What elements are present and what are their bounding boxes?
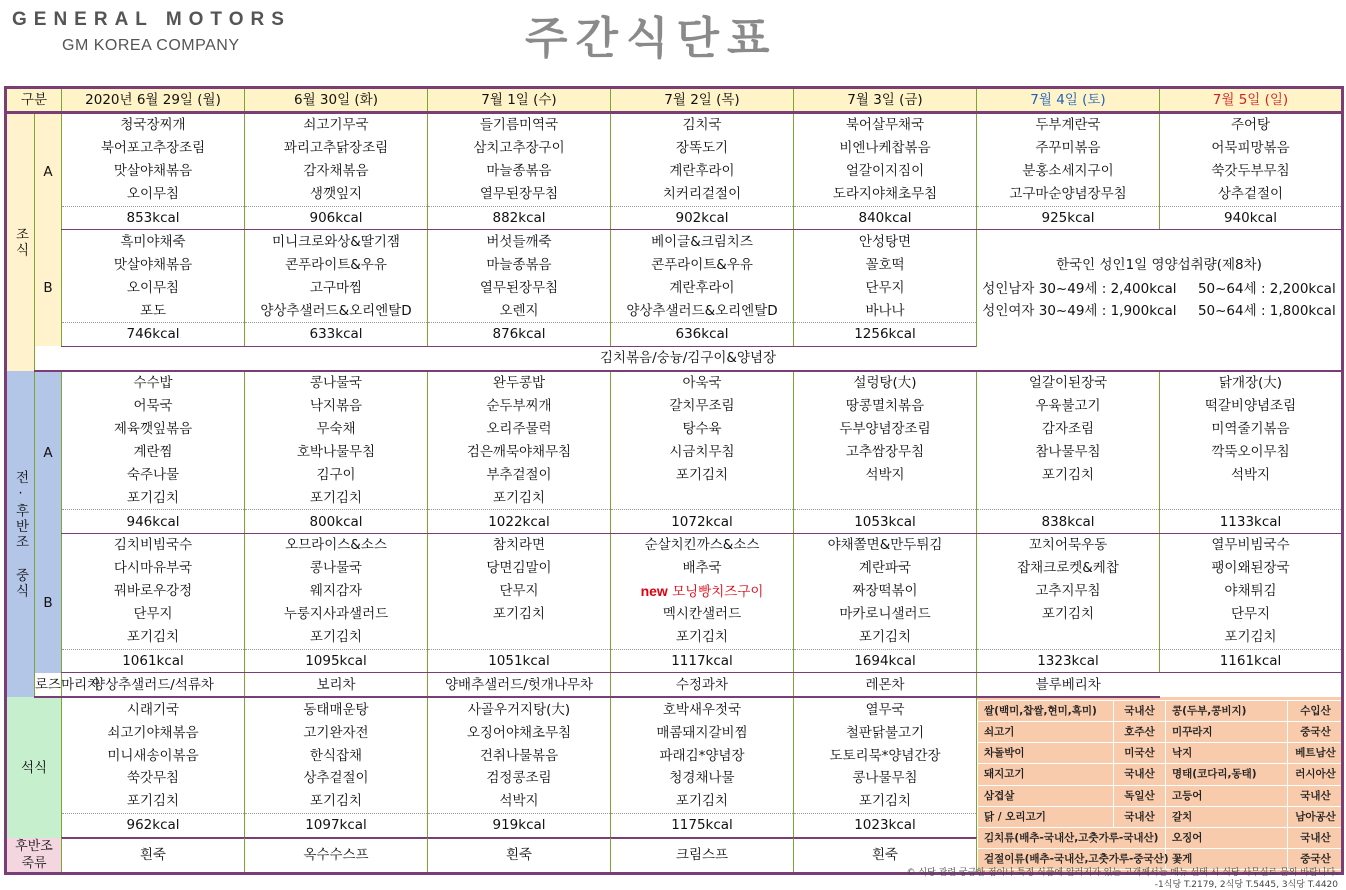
menu-cell: 포기김치 xyxy=(1160,626,1343,649)
menu-cell: 쇠고기야채볶음 xyxy=(62,721,245,744)
menu-cell: 누룽지사과샐러드 xyxy=(245,603,428,626)
menu-cell: 들기름미역국 xyxy=(428,113,611,137)
porridge-cell: 흰죽 xyxy=(428,838,611,874)
origin-country: 국내산 xyxy=(1114,806,1166,827)
menu-cell: 참치라면 xyxy=(428,534,611,557)
kcal-cell: 853kcal xyxy=(62,206,245,230)
kcal-cell: 1133kcal xyxy=(1160,510,1343,534)
menu-cell: 아욱국 xyxy=(611,371,794,395)
menu-cell: 감자채볶음 xyxy=(245,160,428,183)
menu-cell: 건취나물볶음 xyxy=(428,744,611,767)
menu-cell: 주꾸미볶음 xyxy=(977,137,1160,160)
special-menu-name: 모닝빵치즈구이 xyxy=(667,583,764,600)
menu-cell: 김치비빔국수 xyxy=(62,534,245,557)
menu-cell: 오리주물럭 xyxy=(428,418,611,441)
kcal-cell: 919kcal xyxy=(428,813,611,837)
menu-cell: 도토리묵*양념간장 xyxy=(794,744,977,767)
kcal-cell: 940kcal xyxy=(1160,206,1343,230)
menu-cell: 숙주나물 xyxy=(62,463,245,486)
menu-cell: 장똑도기 xyxy=(611,137,794,160)
menu-cell: 콩나물무침 xyxy=(794,767,977,790)
menu-cell: 안성탕면 xyxy=(794,230,977,253)
menu-cell: 설렁탕(大) xyxy=(794,371,977,395)
menu-cell: 매콤돼지갈비찜 xyxy=(611,721,794,744)
origin-country: 국내산 xyxy=(1288,827,1344,848)
menu-cell: 마카로니샐러드 xyxy=(794,603,977,626)
menu-cell: 미니새송이볶음 xyxy=(62,744,245,767)
kcal-cell: 636kcal xyxy=(611,323,794,347)
menu-cell: 북어포고추장조림 xyxy=(62,137,245,160)
menu-cell: 동태매운탕 xyxy=(245,697,428,721)
page-title: 주간식단표 xyxy=(525,13,778,64)
header-date: 7월 3일 (금) xyxy=(794,88,977,113)
menu-cell: 오렌지 xyxy=(428,299,611,322)
tea-cell: 보리차 xyxy=(245,673,428,697)
tea-cell: 수정과차 xyxy=(611,673,794,697)
kcal-cell: 840kcal xyxy=(794,206,977,230)
origin-country: 독일산 xyxy=(1114,785,1166,806)
menu-cell: 떡갈비양념조림 xyxy=(1160,395,1343,418)
menu-cell xyxy=(794,486,977,509)
menu-cell: 배추국 xyxy=(611,557,794,580)
menu-cell: 포기김치 xyxy=(245,486,428,509)
kcal-cell: 876kcal xyxy=(428,323,611,347)
menu-cell: 우육불고기 xyxy=(977,395,1160,418)
nutrition-title: 한국인 성인1일 영양섭취량(제8차) xyxy=(1056,257,1262,274)
menu-cell: 생깻잎지 xyxy=(245,183,428,206)
menu-cell: 포기김치 xyxy=(794,790,977,813)
menu-cell: 고추쌈장무침 xyxy=(794,440,977,463)
kcal-cell: 1023kcal xyxy=(794,813,977,837)
menu-cell: 포기김치 xyxy=(428,486,611,509)
kcal-cell: 1097kcal xyxy=(245,813,428,837)
tea-cell: 레몬차 xyxy=(794,673,977,697)
menu-cell: 단무지 xyxy=(62,603,245,626)
menu-cell: 사골우거지탕(大) xyxy=(428,697,611,721)
menu-cell: 열무된장무침 xyxy=(428,183,611,206)
menu-cell: 두부계란국 xyxy=(977,113,1160,137)
origin-item: 미꾸라지 xyxy=(1166,721,1288,742)
menu-cell: 순살치킨까스&소스 xyxy=(611,534,794,557)
menu-cell: 포기김치 xyxy=(62,790,245,813)
header-category: 구분 xyxy=(6,88,62,113)
menu-cell: 계란후라이 xyxy=(611,160,794,183)
menu-cell: 팽이왜된장국 xyxy=(1160,557,1343,580)
menu-cell: 양상추샐러드&오리엔탈D xyxy=(611,299,794,322)
header-date: 7월 2일 (목) xyxy=(611,88,794,113)
menu-cell: 김구이 xyxy=(245,463,428,486)
menu-cell: 파래김*양념장 xyxy=(611,744,794,767)
brand-subtitle: GM KOREA COMPANY xyxy=(62,37,240,54)
kcal-cell: 1053kcal xyxy=(794,510,977,534)
menu-cell: 석박지 xyxy=(1160,463,1343,486)
menu-cell: 어묵국 xyxy=(62,395,245,418)
menu-cell: 당면김말이 xyxy=(428,557,611,580)
menu-cell: 멕시칸샐러드 xyxy=(611,603,794,626)
menu-cell: 포기김치 xyxy=(62,486,245,509)
menu-cell xyxy=(428,626,611,649)
origin-country: 호주산 xyxy=(1114,721,1166,742)
kcal-cell: 1175kcal xyxy=(611,813,794,837)
origin-item: 갈치 xyxy=(1166,806,1288,827)
menu-cell: 쑥갓무침 xyxy=(62,767,245,790)
origin-item: 겉절이류(배추-국내산,고춧가루-중국산) xyxy=(978,849,1166,870)
menu-cell: 얼갈이지짐이 xyxy=(794,160,977,183)
header-date: 7월 5일 (일) xyxy=(1160,88,1343,113)
breakfast-common: 김치볶음/숭늉/김구이&양념장 xyxy=(35,346,1343,370)
porridge-cell: 흰죽 xyxy=(794,838,977,874)
menu-cell: 콘푸라이트&우유 xyxy=(245,253,428,276)
section-breakfast: 조식 xyxy=(6,113,35,371)
menu-cell: 미역줄기볶음 xyxy=(1160,418,1343,441)
menu-cell xyxy=(611,486,794,509)
tea-cell: 블루베리차 xyxy=(977,673,1160,697)
header-date: 7월 1일 (수) xyxy=(428,88,611,113)
menu-cell: 제육깻잎볶음 xyxy=(62,418,245,441)
menu-cell: 단무지 xyxy=(1160,603,1343,626)
menu-cell xyxy=(1160,486,1343,509)
origin-item: 돼지고기 xyxy=(978,764,1114,785)
menu-cell: 맛살야채볶음 xyxy=(62,253,245,276)
menu-cell: 짜장떡볶이 xyxy=(794,580,977,603)
course-label: A xyxy=(35,113,62,230)
origin-item: 명태(코다리,동태) xyxy=(1166,764,1288,785)
menu-cell: 열무된장무침 xyxy=(428,276,611,299)
menu-cell: 쇠고기무국 xyxy=(245,113,428,137)
menu-cell: 바나나 xyxy=(794,299,977,322)
header-date: 7월 4일 (토) xyxy=(977,88,1160,113)
menu-cell: 무숙채 xyxy=(245,418,428,441)
tea-cell: 양상추샐러드/석류차 xyxy=(62,673,245,697)
kcal-cell: 838kcal xyxy=(977,510,1160,534)
menu-cell: 삼치고추장구이 xyxy=(428,137,611,160)
kcal-cell: 925kcal xyxy=(977,206,1160,230)
menu-cell: 낙지볶음 xyxy=(245,395,428,418)
menu-cell: 상추겉절이 xyxy=(245,767,428,790)
menu-cell: 맛살야채볶음 xyxy=(62,160,245,183)
menu-cell: 버섯들깨죽 xyxy=(428,230,611,253)
menu-cell: 계란찜 xyxy=(62,440,245,463)
menu-cell: 철판닭불고기 xyxy=(794,721,977,744)
menu-cell: 포기김치 xyxy=(428,603,611,626)
kcal-cell: 633kcal xyxy=(245,323,428,347)
kcal-cell: 1072kcal xyxy=(611,510,794,534)
origin-item: 오징어 xyxy=(1166,827,1288,848)
kcal-cell: 746kcal xyxy=(62,323,245,347)
menu-cell: 단무지 xyxy=(428,580,611,603)
special-menu-cell xyxy=(611,580,794,603)
menu-cell: 야채튀김 xyxy=(1160,580,1343,603)
kcal-cell: 1051kcal xyxy=(428,649,611,673)
menu-cell: 콩나물국 xyxy=(245,371,428,395)
origin-country: 러시아산 xyxy=(1288,764,1344,785)
menu-cell: 탕수육 xyxy=(611,418,794,441)
menu-cell: 분홍소세지구이 xyxy=(977,160,1160,183)
menu-cell: 완두콩밥 xyxy=(428,371,611,395)
origin-item: 콩(두부,콩비지) xyxy=(1166,700,1288,721)
menu-cell: 청경채나물 xyxy=(611,767,794,790)
origin-country: 수입산 xyxy=(1288,700,1344,721)
menu-cell: 꼴호떡 xyxy=(794,253,977,276)
kcal-cell: 1061kcal xyxy=(62,649,245,673)
tea-cell: 양배추샐러드/헛개나무차 xyxy=(428,673,611,697)
menu-cell: 고구마순양념장무침 xyxy=(977,183,1160,206)
menu-cell: 호박새우젓국 xyxy=(611,697,794,721)
section-dinner: 석식 xyxy=(6,697,62,837)
menu-cell: 흑미야채죽 xyxy=(62,230,245,253)
menu-cell: 꼬치어묵우동 xyxy=(977,534,1160,557)
new-badge: new xyxy=(640,582,668,599)
menu-cell: 치커리겉절이 xyxy=(611,183,794,206)
kcal-cell: 1022kcal xyxy=(428,510,611,534)
weekly-menu-table xyxy=(4,86,1344,875)
nutrition-female: 성인여자 30~49세 : 1,900kcal 50~64세 : 1,800kcal xyxy=(982,303,1336,320)
kcal-cell: 962kcal xyxy=(62,813,245,837)
origin-item: 닭 / 오리고기 xyxy=(978,806,1114,827)
origin-country: 미국산 xyxy=(1114,743,1166,764)
menu-cell: 비엔나케찹볶음 xyxy=(794,137,977,160)
menu-cell: 참나물무침 xyxy=(977,440,1160,463)
origin-country: 중국산 xyxy=(1288,721,1344,742)
menu-cell: 두부양념장조림 xyxy=(794,418,977,441)
porridge-cell: 흰죽 xyxy=(62,838,245,874)
menu-cell: 마늘종볶음 xyxy=(428,253,611,276)
origin-item: 삼겹살 xyxy=(978,785,1114,806)
kcal-cell: 1117kcal xyxy=(611,649,794,673)
menu-cell: 검은깨묵야채무침 xyxy=(428,440,611,463)
header-date: 2020년 6월 29일 (월) xyxy=(62,88,245,113)
kcal-cell: 902kcal xyxy=(611,206,794,230)
origin-country: 남아공산 xyxy=(1288,806,1344,827)
menu-cell: 야채쫄면&만두튀김 xyxy=(794,534,977,557)
origin-item: 꽃게 xyxy=(1166,849,1288,870)
menu-cell: 주어탕 xyxy=(1160,113,1343,137)
menu-cell: 시금치무침 xyxy=(611,440,794,463)
kcal-cell: 906kcal xyxy=(245,206,428,230)
brand-name: GENERAL MOTORS xyxy=(12,9,291,30)
menu-cell: 검정콩조림 xyxy=(428,767,611,790)
kcal-cell: 882kcal xyxy=(428,206,611,230)
menu-cell: 상추겉절이 xyxy=(1160,183,1343,206)
tea-cell: 로즈마리차 xyxy=(35,673,62,697)
kcal-cell: 1095kcal xyxy=(245,649,428,673)
menu-cell: 석박지 xyxy=(794,463,977,486)
menu-cell: 순두부찌개 xyxy=(428,395,611,418)
kcal-cell: 1323kcal xyxy=(977,649,1160,673)
menu-cell: 청국장찌개 xyxy=(62,113,245,137)
menu-cell: 얼갈이된장국 xyxy=(977,371,1160,395)
origin-item: 쌀(백미,찹쌀,현미,흑미) xyxy=(978,700,1114,721)
origin-info xyxy=(977,697,1343,873)
footer-notice: © 식당 관련 궁금한 점이나 특정 식품에 알러지가 있는 고객께서는 메뉴 선택 시 식당 사무실로 문의 바랍니다. xyxy=(906,868,1338,878)
menu-cell: 고기완자전 xyxy=(245,721,428,744)
menu-cell: 포도 xyxy=(62,299,245,322)
menu-cell: 꿔바로우강정 xyxy=(62,580,245,603)
menu-cell xyxy=(977,626,1160,649)
menu-cell: 갈치무조림 xyxy=(611,395,794,418)
menu-cell: 깍뚝오이무침 xyxy=(1160,440,1343,463)
nutrition-male: 성인남자 30~49세 : 2,400kcal 50~64세 : 2,200kcal xyxy=(982,281,1336,298)
menu-cell: 잡채크로켓&케찹 xyxy=(977,557,1160,580)
porridge-cell: 크림스프 xyxy=(611,838,794,874)
menu-cell: 열무국 xyxy=(794,697,977,721)
menu-cell: 계란파국 xyxy=(794,557,977,580)
menu-cell: 고추지무침 xyxy=(977,580,1160,603)
origin-country: 베트남산 xyxy=(1288,743,1344,764)
menu-cell: 웨지감자 xyxy=(245,580,428,603)
menu-cell: 시래기국 xyxy=(62,697,245,721)
menu-cell: 감자조림 xyxy=(977,418,1160,441)
menu-cell: 호박나물무침 xyxy=(245,440,428,463)
course-label: B xyxy=(35,534,62,673)
origin-item: 고등어 xyxy=(1166,785,1288,806)
origin-item: 낙지 xyxy=(1166,743,1288,764)
menu-cell: 베이글&크림치즈 xyxy=(611,230,794,253)
kcal-cell: 800kcal xyxy=(245,510,428,534)
menu-cell: 닭개장(大) xyxy=(1160,371,1343,395)
origin-item: 김치류(배추-국내산,고춧가루-국내산) xyxy=(978,827,1166,848)
section-latesnack: 후반조 죽류 xyxy=(6,838,62,874)
menu-cell: 포기김치 xyxy=(611,626,794,649)
menu-cell: 땅콩멸치볶음 xyxy=(794,395,977,418)
menu-cell: 석박지 xyxy=(428,790,611,813)
menu-cell xyxy=(977,486,1160,509)
origin-country: 국내산 xyxy=(1288,785,1344,806)
course-label: A xyxy=(35,371,62,534)
menu-cell: 포기김치 xyxy=(62,626,245,649)
origin-item: 차돌박이 xyxy=(978,743,1114,764)
kcal-cell: 1694kcal xyxy=(794,649,977,673)
footer-phones: -1식당 T.2179, 2식당 T.5445, 3식당 T.4420 xyxy=(1154,880,1338,890)
menu-cell: 포기김치 xyxy=(794,626,977,649)
origin-country: 국내산 xyxy=(1114,764,1166,785)
menu-cell: 계란후라이 xyxy=(611,276,794,299)
kcal-cell: 1256kcal xyxy=(794,323,977,347)
porridge-cell: 옥수수스프 xyxy=(245,838,428,874)
menu-cell: 포기김치 xyxy=(245,626,428,649)
menu-cell: 포기김치 xyxy=(977,603,1160,626)
menu-cell: 오이무침 xyxy=(62,183,245,206)
menu-cell: 단무지 xyxy=(794,276,977,299)
menu-cell: 오이무침 xyxy=(62,276,245,299)
menu-cell: 꽈리고추닭장조림 xyxy=(245,137,428,160)
menu-cell: 오징어야채초무침 xyxy=(428,721,611,744)
menu-cell: 콘푸라이트&우유 xyxy=(611,253,794,276)
origin-country: 중국산 xyxy=(1288,849,1344,870)
origin-item: 쇠고기 xyxy=(978,721,1114,742)
menu-cell: 오므라이스&소스 xyxy=(245,534,428,557)
menu-cell: 열무비빔국수 xyxy=(1160,534,1343,557)
menu-cell: 미니크로와상&딸기잼 xyxy=(245,230,428,253)
menu-cell: 부추겉절이 xyxy=(428,463,611,486)
menu-cell: 북어살무채국 xyxy=(794,113,977,137)
origin-country: 국내산 xyxy=(1114,700,1166,721)
menu-cell: 어묵피망볶음 xyxy=(1160,137,1343,160)
menu-cell: 한식잡채 xyxy=(245,744,428,767)
course-label: B xyxy=(35,230,62,346)
menu-cell: 마늘종볶음 xyxy=(428,160,611,183)
menu-cell: 도라지야채초무침 xyxy=(794,183,977,206)
section-lunch: 전·후반조 중식 xyxy=(6,371,35,698)
nutrition-info xyxy=(977,230,1343,346)
kcal-cell: 1161kcal xyxy=(1160,649,1343,673)
menu-cell: 고구마찜 xyxy=(245,276,428,299)
menu-cell: 포기김치 xyxy=(245,790,428,813)
menu-cell: 쑥갓두부무침 xyxy=(1160,160,1343,183)
menu-cell: 포기김치 xyxy=(977,463,1160,486)
menu-cell: 김치국 xyxy=(611,113,794,137)
header-date: 6월 30일 (화) xyxy=(245,88,428,113)
menu-cell: 포기김치 xyxy=(611,790,794,813)
menu-cell: 양상추샐러드&오리엔탈D xyxy=(245,299,428,322)
menu-cell: 콩나물국 xyxy=(245,557,428,580)
menu-cell: 다시마유부국 xyxy=(62,557,245,580)
menu-cell: 포기김치 xyxy=(611,463,794,486)
kcal-cell: 946kcal xyxy=(62,510,245,534)
menu-cell: 수수밥 xyxy=(62,371,245,395)
